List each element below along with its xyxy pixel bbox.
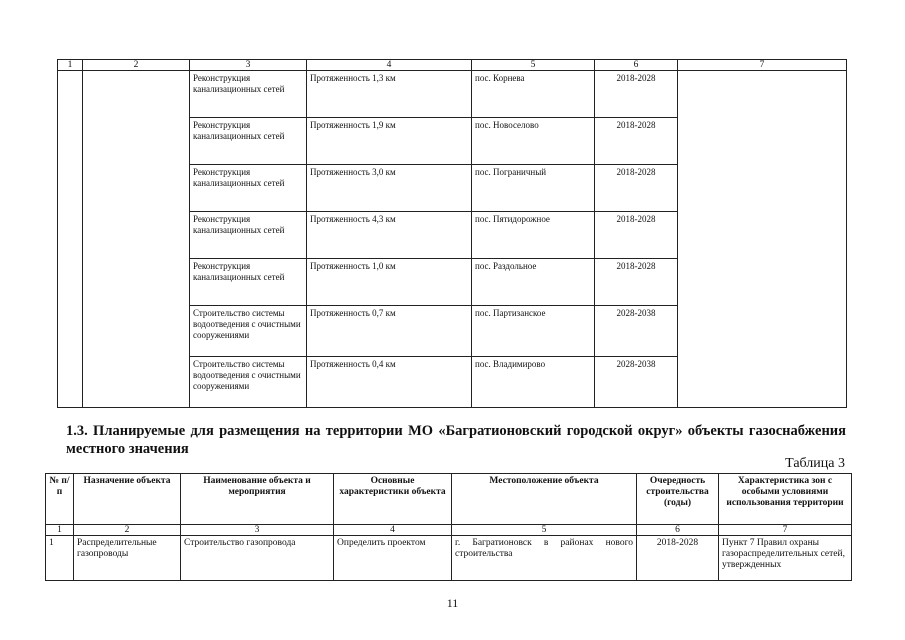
row-action: Реконструкция канализационных сетей bbox=[190, 71, 307, 118]
row-characteristic: Протяженность 1,9 км bbox=[307, 118, 472, 165]
row-location: пос. Пятидорожное bbox=[472, 212, 595, 259]
column-number: 1 bbox=[46, 525, 74, 536]
row-period: 2018-2028 bbox=[595, 212, 678, 259]
header-characteristics: Основные характеристики объекта bbox=[334, 474, 452, 525]
column-number: 7 bbox=[719, 525, 852, 536]
column-number-row bbox=[58, 60, 847, 71]
header-purpose: Назначение объекта bbox=[74, 474, 181, 525]
column-number: 5 bbox=[472, 60, 595, 71]
column-number: 2 bbox=[74, 525, 181, 536]
column-number: 6 bbox=[637, 525, 719, 536]
header-number: № п/п bbox=[46, 474, 74, 525]
column-number: 5 bbox=[452, 525, 637, 536]
row-action: Строительство системы водоотведения с очистными сооружениями bbox=[190, 357, 307, 408]
column-number: 1 bbox=[58, 60, 83, 71]
row-location: пос. Раздольное bbox=[472, 259, 595, 306]
row-purpose-merged bbox=[83, 71, 190, 408]
table-row bbox=[46, 536, 852, 581]
row-number-merged bbox=[58, 71, 83, 408]
row-period: 2018-2028 bbox=[637, 536, 719, 581]
row-location: пос. Пограничный bbox=[472, 165, 595, 212]
table-3 bbox=[45, 473, 852, 581]
row-action: Реконструкция канализационных сетей bbox=[190, 259, 307, 306]
table-2-continuation bbox=[57, 59, 847, 408]
row-period: 2028-2038 bbox=[595, 357, 678, 408]
header-name: Наименование объекта и мероприятия bbox=[181, 474, 334, 525]
table-label: Таблица 3 bbox=[785, 456, 845, 471]
table-row bbox=[58, 71, 847, 118]
row-period: 2028-2038 bbox=[595, 306, 678, 357]
header-period: Очередность строительства (годы) bbox=[637, 474, 719, 525]
row-action: Строительство системы водоотведения с очистными сооружениями bbox=[190, 306, 307, 357]
column-number: 6 bbox=[595, 60, 678, 71]
column-number: 4 bbox=[334, 525, 452, 536]
header-row bbox=[46, 474, 852, 525]
row-name: Строительство газопровода bbox=[181, 536, 334, 581]
row-characteristic: Протяженность 0,4 км bbox=[307, 357, 472, 408]
row-location: пос. Корнева bbox=[472, 71, 595, 118]
row-purpose: Распределительные газопроводы bbox=[74, 536, 181, 581]
row-zones: Пункт 7 Правил охраны газораспределительных сетей, утвержденных bbox=[719, 536, 852, 581]
column-number: 2 bbox=[83, 60, 190, 71]
row-action: Реконструкция канализационных сетей bbox=[190, 118, 307, 165]
row-action: Реконструкция канализационных сетей bbox=[190, 165, 307, 212]
row-action: Реконструкция канализационных сетей bbox=[190, 212, 307, 259]
row-characteristic: Протяженность 1,3 км bbox=[307, 71, 472, 118]
column-number: 4 bbox=[307, 60, 472, 71]
row-period: 2018-2028 bbox=[595, 118, 678, 165]
header-zones: Характеристика зон с особыми условиями использования территории bbox=[719, 474, 852, 525]
section-heading: 1.3. Планируемые для размещения на территории МО «Багратионовский городской округ» объекты газоснабжения местного значения bbox=[66, 423, 846, 457]
row-number: 1 bbox=[46, 536, 74, 581]
row-characteristic: Протяженность 3,0 км bbox=[307, 165, 472, 212]
page-number: 11 bbox=[446, 596, 459, 610]
column-number: 7 bbox=[678, 60, 847, 71]
header-location: Местоположение объекта bbox=[452, 474, 637, 525]
column-number: 3 bbox=[190, 60, 307, 71]
row-location: г. Багратионовск в районах нового строительства bbox=[452, 536, 637, 581]
row-characteristic: Протяженность 1,0 км bbox=[307, 259, 472, 306]
row-zones-merged bbox=[678, 71, 847, 408]
row-location: пос. Владимирово bbox=[472, 357, 595, 408]
row-period: 2018-2028 bbox=[595, 259, 678, 306]
row-period: 2018-2028 bbox=[595, 165, 678, 212]
row-location: пос. Новоселово bbox=[472, 118, 595, 165]
row-period: 2018-2028 bbox=[595, 71, 678, 118]
row-characteristic: Протяженность 0,7 км bbox=[307, 306, 472, 357]
column-number-row bbox=[46, 525, 852, 536]
row-characteristics: Определить проектом bbox=[334, 536, 452, 581]
row-characteristic: Протяженность 4,3 км bbox=[307, 212, 472, 259]
row-location: пос. Партизанское bbox=[472, 306, 595, 357]
column-number: 3 bbox=[181, 525, 334, 536]
